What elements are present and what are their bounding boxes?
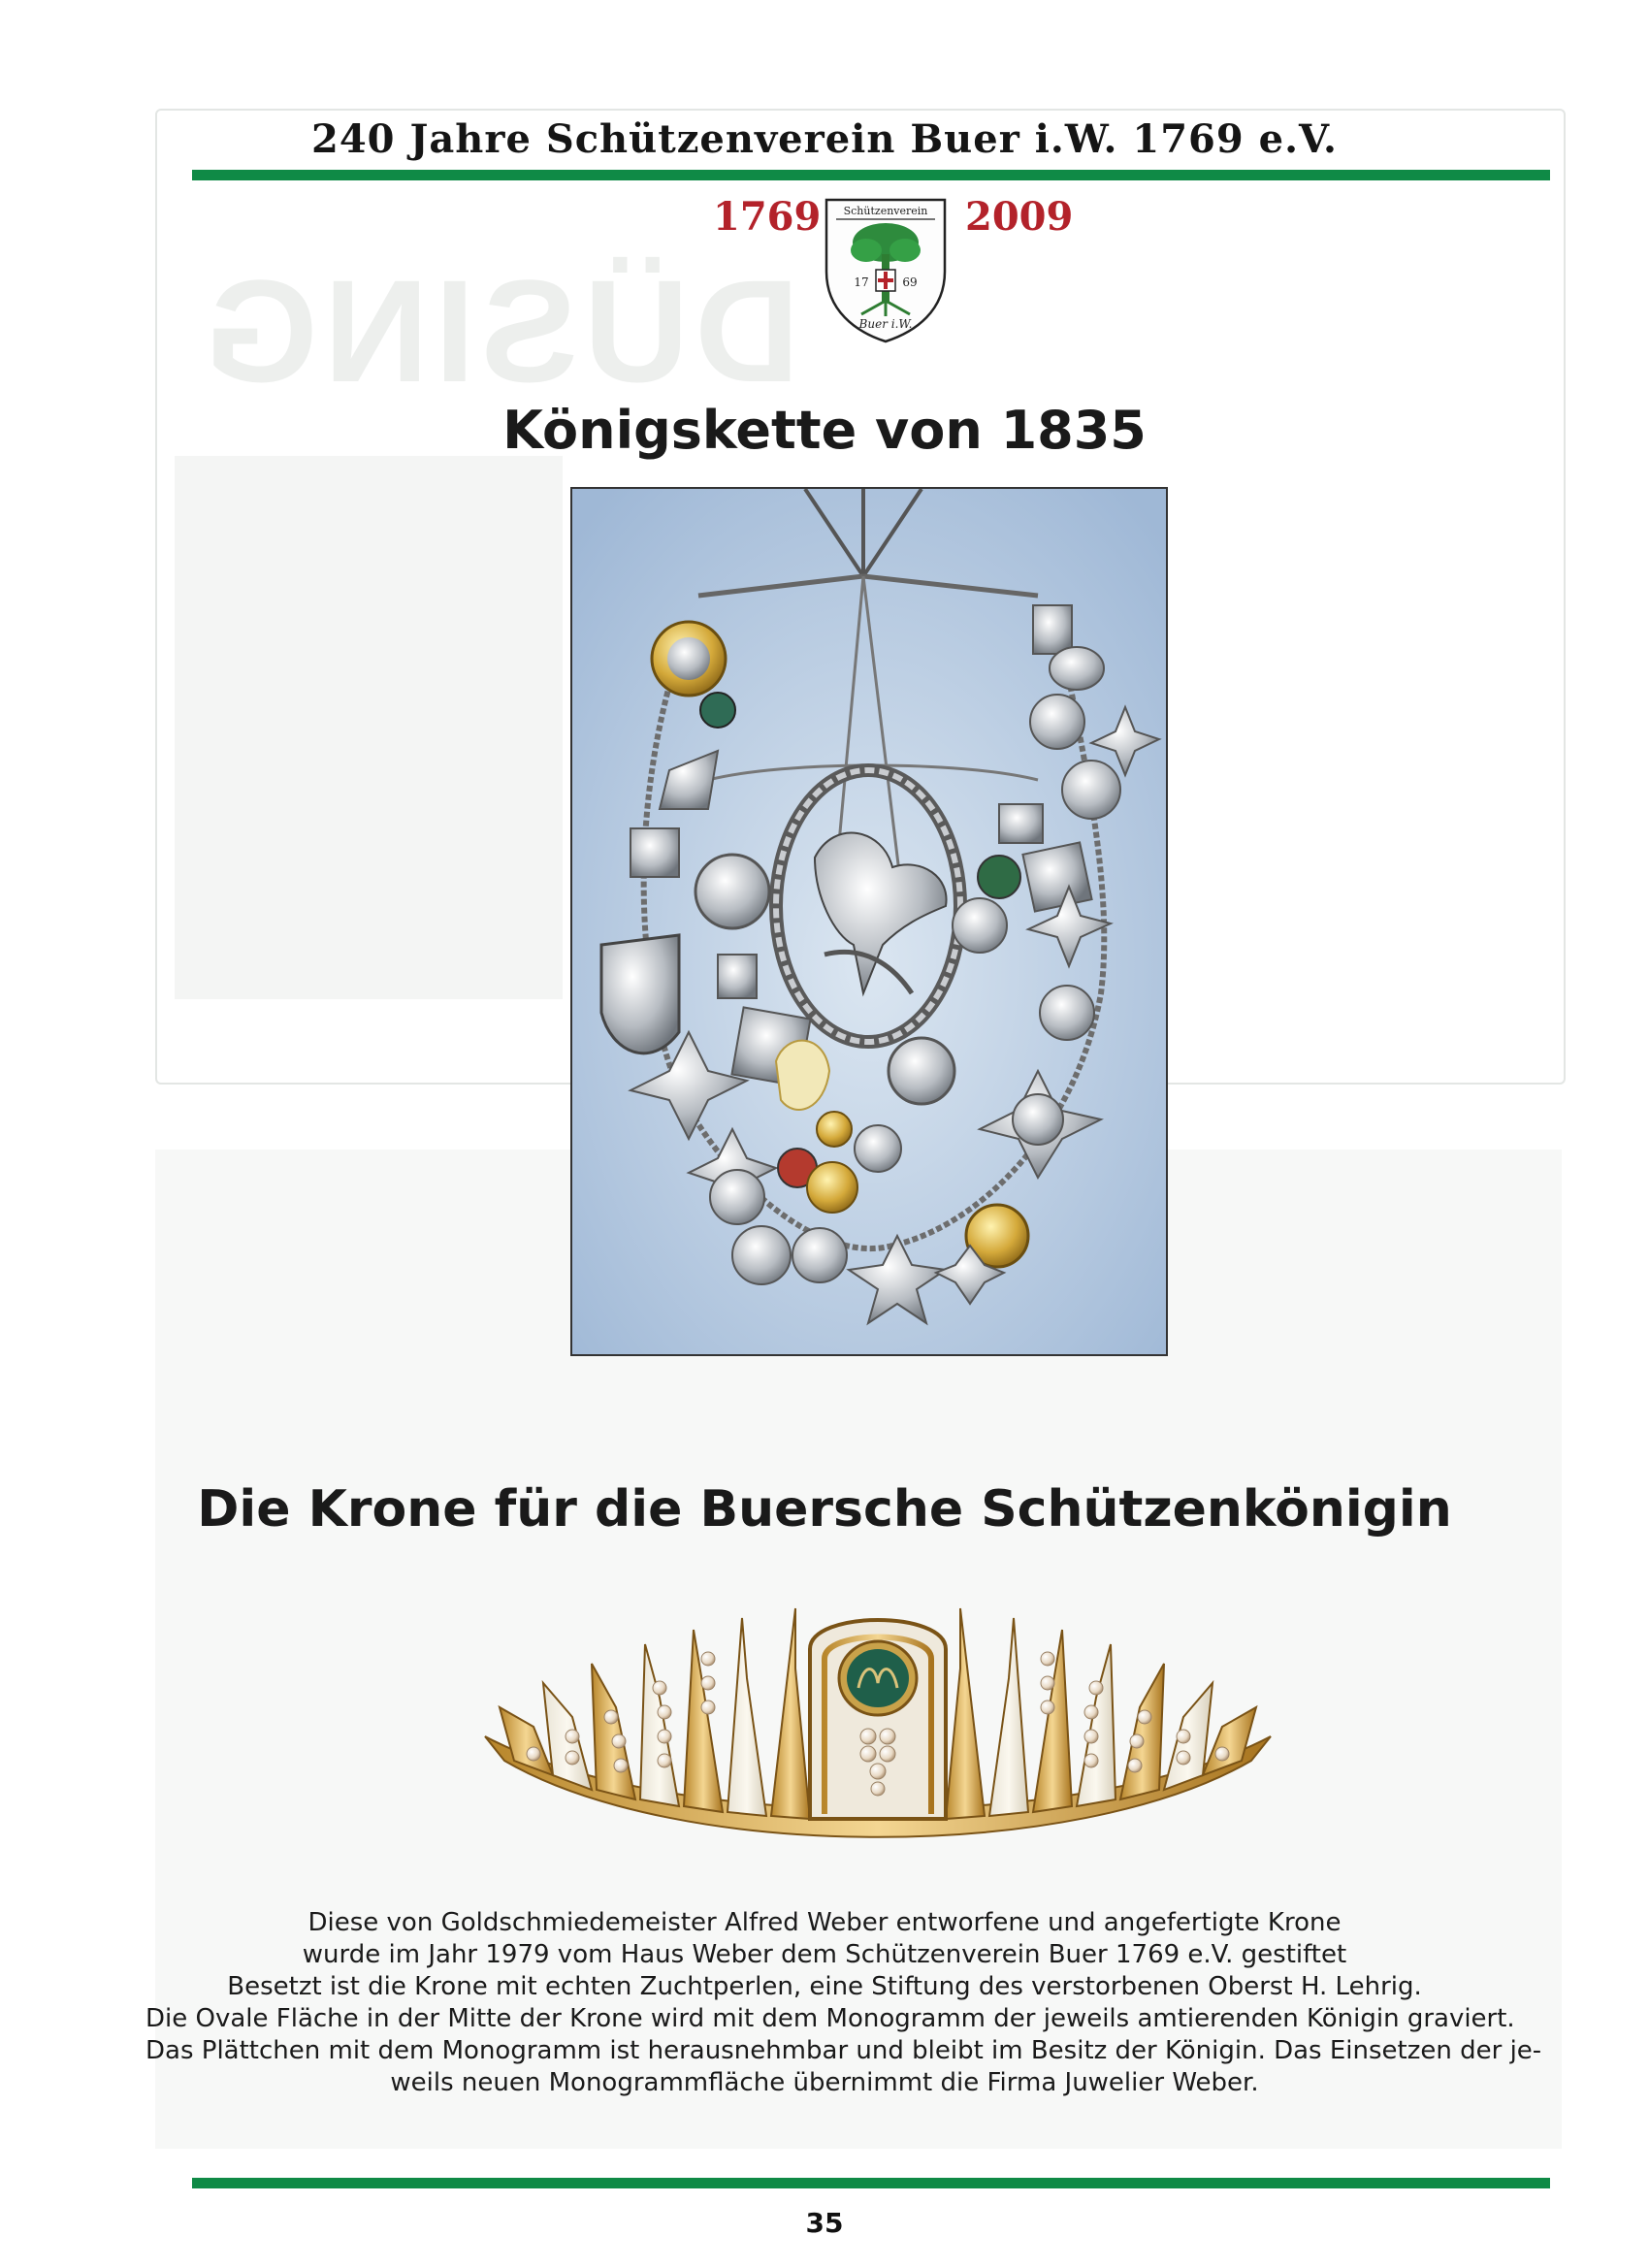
- header-rule: [192, 170, 1550, 180]
- description-line: weils neuen Monogrammfläche übernimmt die Firma Juwelier Weber.: [390, 2068, 1259, 2097]
- crest-year-left: 17: [854, 275, 869, 289]
- description-line: Das Plättchen mit dem Monogramm ist herausnehmbar und bleibt im Besitz der Königin. Das Einsetzen der je-: [146, 2036, 1542, 2065]
- footer-rule: [192, 2178, 1550, 2188]
- description-line: Besetzt ist die Krone mit echten Zuchtperlen, eine Stiftung des verstorbenen Oberst H. Lehrig.: [227, 1972, 1422, 2001]
- description-line: wurde im Jahr 1979 vom Haus Weber dem Schützenverein Buer 1769 e.V. gestiftet: [302, 1940, 1347, 1969]
- page-header-title: 240 Jahre Schützenverein Buer i.W. 1769 e.V.: [311, 116, 1338, 162]
- crown-illustration: [475, 1591, 1280, 1882]
- year-right: 2009: [965, 194, 1074, 240]
- bleed-through-logo-text: DÜSING: [199, 249, 800, 412]
- royal-chain-illustration: [572, 489, 1166, 1354]
- bleed-through-panel-left: [175, 456, 563, 999]
- year-left: 1769: [713, 194, 822, 240]
- crown-description: [146, 1907, 1542, 2099]
- cross-shield-icon: [876, 270, 895, 291]
- description-line: Diese von Goldschmiedemeister Alfred Weber entworfene und angefertigte Krone: [307, 1908, 1342, 1937]
- royal-chain-photo: [570, 487, 1168, 1356]
- club-crest-icon: [823, 196, 949, 343]
- bleed-through-text-block: [1164, 204, 1552, 378]
- crest-bottom-text: Buer i.W.: [858, 317, 913, 331]
- crest-top-text: Schützenverein: [843, 205, 928, 217]
- page-number: 35: [805, 2207, 844, 2239]
- section-title-koenigskette: Königskette von 1835: [502, 400, 1147, 461]
- crest-year-right: 69: [902, 275, 918, 289]
- description-line: Die Ovale Fläche in der Mitte der Krone wird mit dem Monogramm der jeweils amtierenden Königin graviert.: [146, 2004, 1515, 2033]
- section-title-krone: Die Krone für die Buersche Schützenkönigin: [197, 1480, 1452, 1539]
